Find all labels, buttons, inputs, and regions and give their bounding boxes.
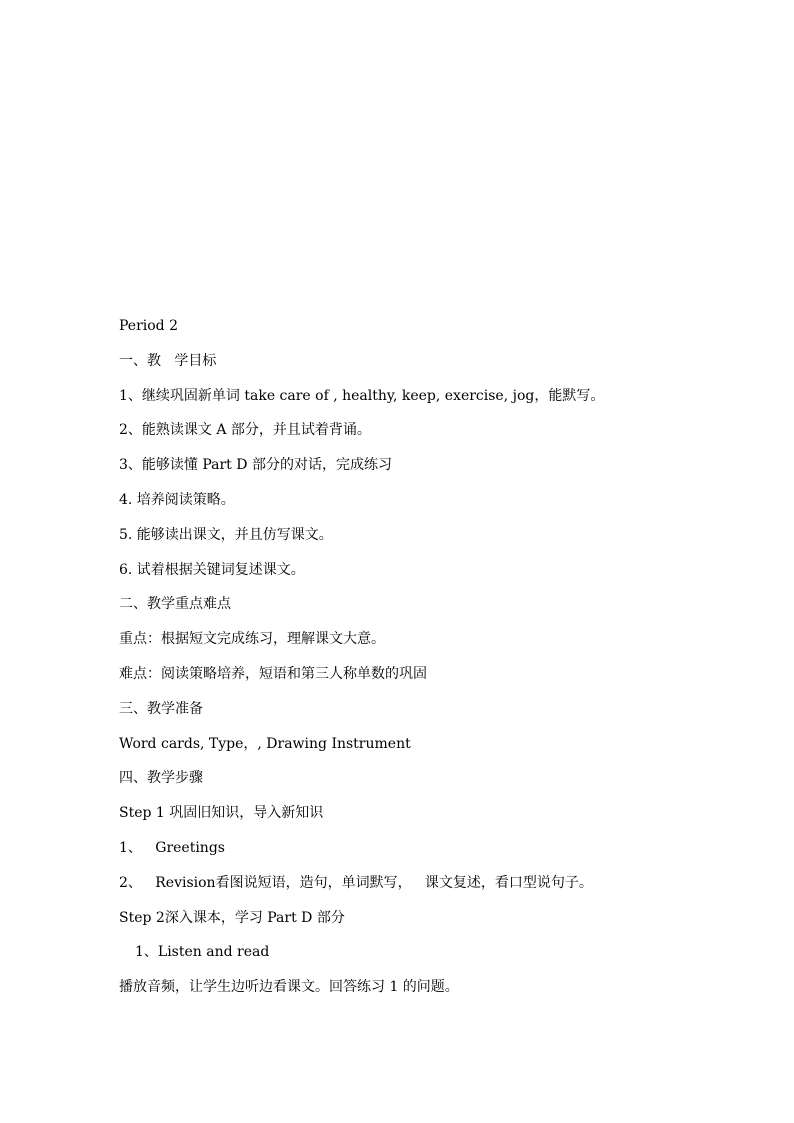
objective-item-3: 3、能够读懂 Part D 部分的对话，完成练习 [119,457,392,474]
section-heading-steps: 四、教学步骤 [119,770,203,787]
step-1-item-1: 1、 Greetings [119,839,225,856]
step-2-item-1: 1、Listen and read [135,944,270,961]
step-2-instruction: 播放音频，让学生边听边看课文。回答练习 1 的问题。 [119,979,459,996]
objective-item-1: 1、继续巩固新单词 take care of , healthy, keep, exercise, jog，能默写。 [119,387,605,404]
key-point-focus: 重点：根据短文完成练习，理解课文大意。 [119,631,385,648]
objective-item-2: 2、能熟读课文 A 部分，并且试着背诵。 [119,422,371,439]
key-point-difficulty: 难点：阅读策略培养，短语和第三人称单数的巩固 [119,665,427,682]
preparation-materials: Word cards, Type，, Drawing Instrument [119,735,411,752]
step-1-heading: Step 1 巩固旧知识，导入新知识 [119,805,324,822]
section-heading-objectives: 一、教 学目标 [119,352,217,369]
step-2-heading: Step 2深入课本，学习 Part D 部分 [119,909,345,926]
objective-item-5: 5. 能够读出课文，并且仿写课文。 [119,526,333,543]
period-heading: Period 2 [119,318,178,334]
objective-item-4: 4. 培养阅读策略。 [119,491,235,508]
step-1-item-2: 2、 Revision看图说短语，造句，单词默写， 课文复述，看口型说句子。 [119,874,593,891]
objective-item-6: 6. 试着根据关键词复述课文。 [119,561,305,578]
section-heading-key-points: 二、教学重点难点 [119,596,231,613]
section-heading-preparation: 三、教学准备 [119,700,203,717]
document-body [119,316,719,1012]
